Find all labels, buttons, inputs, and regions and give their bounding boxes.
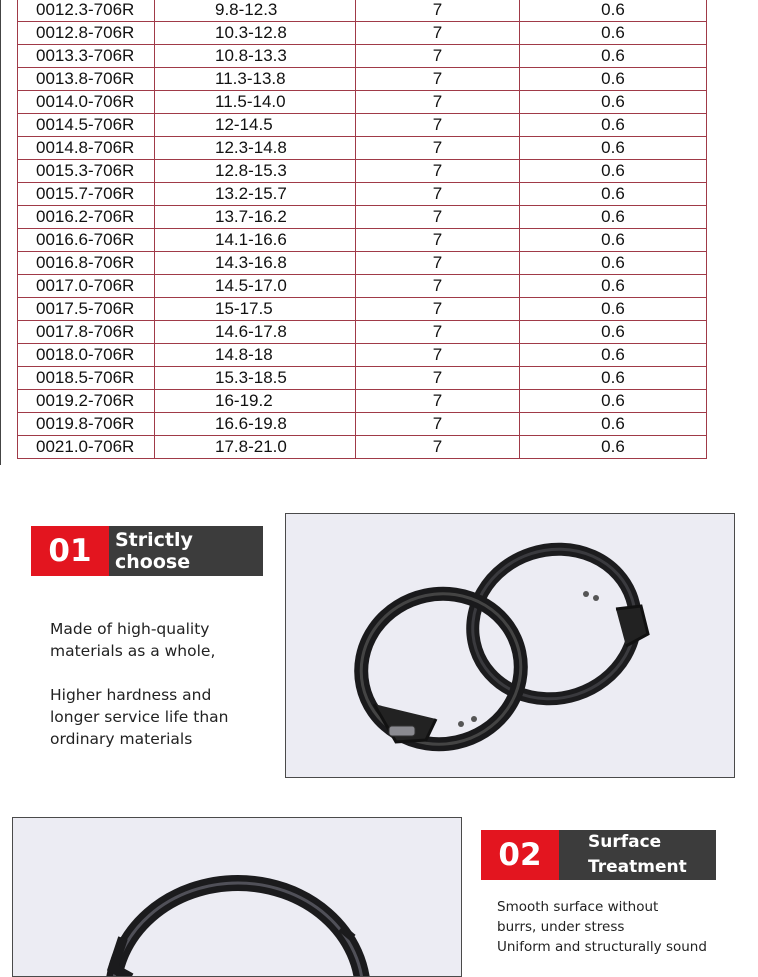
thickness-cell: 0.6 bbox=[520, 413, 707, 436]
model-cell: 0014.5-706R bbox=[18, 114, 155, 137]
model-cell: 0021.0-706R bbox=[18, 436, 155, 459]
feature-1-description bbox=[50, 618, 260, 750]
table-row bbox=[18, 275, 707, 298]
table-row bbox=[18, 137, 707, 160]
thickness-cell: 0.6 bbox=[520, 229, 707, 252]
feature-2-description bbox=[497, 897, 742, 957]
band-width-cell: 7 bbox=[356, 298, 520, 321]
band-width-cell: 7 bbox=[356, 390, 520, 413]
spec-table bbox=[17, 0, 707, 459]
diameter-range-cell: 10.3-12.8 bbox=[155, 22, 356, 45]
feature-2-title: Surface Treatment bbox=[559, 830, 716, 880]
model-cell: 0018.0-706R bbox=[18, 344, 155, 367]
band-width-cell: 7 bbox=[356, 45, 520, 68]
band-width-cell: 7 bbox=[356, 275, 520, 298]
band-width-cell: 7 bbox=[356, 206, 520, 229]
thickness-cell: 0.6 bbox=[520, 45, 707, 68]
feature-2-line: Uniform and structurally sound bbox=[497, 939, 707, 955]
thickness-cell: 0.6 bbox=[520, 436, 707, 459]
table-row bbox=[18, 436, 707, 459]
page-left-edge bbox=[0, 0, 1, 465]
feature-2-line: burrs, under stress bbox=[497, 919, 625, 935]
thickness-cell: 0.6 bbox=[520, 137, 707, 160]
thickness-cell: 0.6 bbox=[520, 298, 707, 321]
thickness-cell: 0.6 bbox=[520, 275, 707, 298]
feature-2-tag bbox=[481, 830, 716, 880]
feature-2-number: 02 bbox=[481, 830, 559, 880]
model-cell: 0017.8-706R bbox=[18, 321, 155, 344]
thickness-cell: 0.6 bbox=[520, 252, 707, 275]
thickness-cell: 0.6 bbox=[520, 114, 707, 137]
band-width-cell: 7 bbox=[356, 22, 520, 45]
band-width-cell: 7 bbox=[356, 367, 520, 390]
thickness-cell: 0.6 bbox=[520, 0, 707, 22]
band-width-cell: 7 bbox=[356, 160, 520, 183]
diameter-range-cell: 14.8-18 bbox=[155, 344, 356, 367]
thickness-cell: 0.6 bbox=[520, 91, 707, 114]
band-width-cell: 7 bbox=[356, 252, 520, 275]
table-row bbox=[18, 390, 707, 413]
thickness-cell: 0.6 bbox=[520, 160, 707, 183]
diameter-range-cell: 12.8-15.3 bbox=[155, 160, 356, 183]
table-row bbox=[18, 252, 707, 275]
model-cell: 0016.8-706R bbox=[18, 252, 155, 275]
clamp-closeup-illustration bbox=[13, 818, 462, 977]
diameter-range-cell: 10.8-13.3 bbox=[155, 45, 356, 68]
band-width-cell: 7 bbox=[356, 344, 520, 367]
diameter-range-cell: 17.8-21.0 bbox=[155, 436, 356, 459]
model-cell: 0018.5-706R bbox=[18, 367, 155, 390]
table-row bbox=[18, 22, 707, 45]
clamp-pair-illustration bbox=[286, 514, 735, 778]
diameter-range-cell: 13.7-16.2 bbox=[155, 206, 356, 229]
diameter-range-cell: 14.1-16.6 bbox=[155, 229, 356, 252]
thickness-cell: 0.6 bbox=[520, 344, 707, 367]
spec-table-wrapper bbox=[17, 0, 706, 459]
thickness-cell: 0.6 bbox=[520, 68, 707, 91]
model-cell: 0012.8-706R bbox=[18, 22, 155, 45]
table-row bbox=[18, 114, 707, 137]
model-cell: 0019.2-706R bbox=[18, 390, 155, 413]
feature-1-number: 01 bbox=[31, 526, 109, 576]
clamp-closeup-photo bbox=[12, 817, 462, 977]
band-width-cell: 7 bbox=[356, 114, 520, 137]
diameter-range-cell: 15.3-18.5 bbox=[155, 367, 356, 390]
diameter-range-cell: 12.3-14.8 bbox=[155, 137, 356, 160]
diameter-range-cell: 11.3-13.8 bbox=[155, 68, 356, 91]
band-width-cell: 7 bbox=[356, 183, 520, 206]
table-row bbox=[18, 367, 707, 390]
diameter-range-cell: 12-14.5 bbox=[155, 114, 356, 137]
diameter-range-cell: 15-17.5 bbox=[155, 298, 356, 321]
table-row bbox=[18, 0, 707, 22]
thickness-cell: 0.6 bbox=[520, 206, 707, 229]
diameter-range-cell: 14.5-17.0 bbox=[155, 275, 356, 298]
band-width-cell: 7 bbox=[356, 137, 520, 160]
thickness-cell: 0.6 bbox=[520, 22, 707, 45]
thickness-cell: 0.6 bbox=[520, 390, 707, 413]
model-cell: 0014.0-706R bbox=[18, 91, 155, 114]
band-width-cell: 7 bbox=[356, 321, 520, 344]
model-cell: 0017.0-706R bbox=[18, 275, 155, 298]
table-row bbox=[18, 160, 707, 183]
diameter-range-cell: 11.5-14.0 bbox=[155, 91, 356, 114]
diameter-range-cell: 14.6-17.8 bbox=[155, 321, 356, 344]
model-cell: 0013.8-706R bbox=[18, 68, 155, 91]
band-width-cell: 7 bbox=[356, 436, 520, 459]
table-row bbox=[18, 413, 707, 436]
model-cell: 0016.2-706R bbox=[18, 206, 155, 229]
table-row bbox=[18, 91, 707, 114]
model-cell: 0016.6-706R bbox=[18, 229, 155, 252]
band-width-cell: 7 bbox=[356, 229, 520, 252]
model-cell: 0012.3-706R bbox=[18, 0, 155, 22]
table-row bbox=[18, 45, 707, 68]
band-width-cell: 7 bbox=[356, 91, 520, 114]
feature-1-paragraph: Higher hardness and longer service life than ordinary materials bbox=[50, 686, 229, 748]
model-cell: 0015.3-706R bbox=[18, 160, 155, 183]
band-width-cell: 7 bbox=[356, 68, 520, 91]
thickness-cell: 0.6 bbox=[520, 183, 707, 206]
feature-2-line: Smooth surface without bbox=[497, 899, 659, 915]
thickness-cell: 0.6 bbox=[520, 367, 707, 390]
model-cell: 0015.7-706R bbox=[18, 183, 155, 206]
clamp-pair-photo bbox=[285, 513, 735, 778]
feature-1-paragraph: Made of high-quality materials as a whole, bbox=[50, 620, 216, 660]
band-width-cell: 7 bbox=[356, 0, 520, 22]
diameter-range-cell: 16.6-19.8 bbox=[155, 413, 356, 436]
table-row bbox=[18, 321, 707, 344]
diameter-range-cell: 14.3-16.8 bbox=[155, 252, 356, 275]
table-row bbox=[18, 344, 707, 367]
feature-1-tag bbox=[31, 526, 263, 576]
table-row bbox=[18, 206, 707, 229]
table-row bbox=[18, 229, 707, 252]
model-cell: 0014.8-706R bbox=[18, 137, 155, 160]
thickness-cell: 0.6 bbox=[520, 321, 707, 344]
diameter-range-cell: 16-19.2 bbox=[155, 390, 356, 413]
model-cell: 0017.5-706R bbox=[18, 298, 155, 321]
diameter-range-cell: 9.8-12.3 bbox=[155, 0, 356, 22]
band-width-cell: 7 bbox=[356, 413, 520, 436]
feature-1-title: Strictly choose bbox=[109, 526, 263, 576]
model-cell: 0019.8-706R bbox=[18, 413, 155, 436]
model-cell: 0013.3-706R bbox=[18, 45, 155, 68]
table-row bbox=[18, 298, 707, 321]
table-row bbox=[18, 68, 707, 91]
diameter-range-cell: 13.2-15.7 bbox=[155, 183, 356, 206]
table-row bbox=[18, 183, 707, 206]
